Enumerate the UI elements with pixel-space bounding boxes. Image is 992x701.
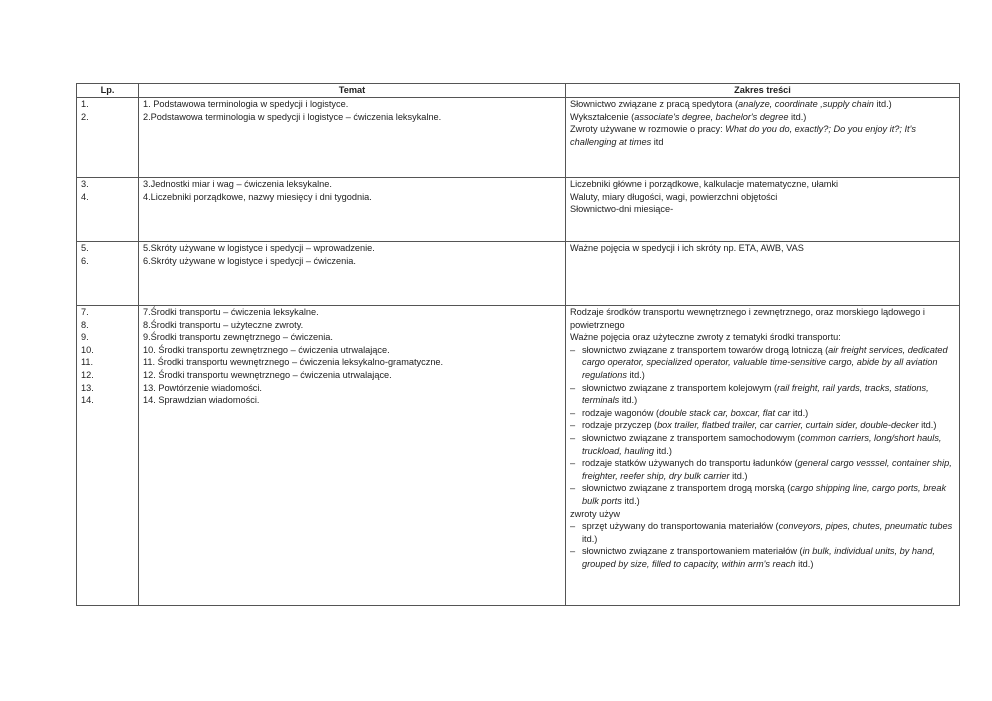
lp-number: 12. [81,369,94,380]
content-intro: Ważne pojęcia oraz użyteczne zwroty z tematyki środki transportu: [570,332,841,343]
zakres-cell [566,98,960,178]
table-row [77,306,960,606]
temat-cell [139,178,566,242]
zakres-cell [566,306,960,606]
topic-line: 11. Środki transportu wewnętrznego – ćwiczenia leksykalno-gramatyczne. [143,357,444,368]
lp-number: 1. [81,99,89,109]
lp-cell [77,242,139,306]
header-temat: Temat [139,84,566,98]
lp-number: 11. [81,357,94,368]
header-lp: Lp. [77,84,139,98]
content-line: Liczebniki główne i porządkowe, kalkulacje matematyczne, ułamki [570,179,839,189]
lp-number: 13. [81,382,94,393]
lp-number: 3. [81,179,89,189]
content-line: Zwroty używane w rozmowie o pracy: What do you do, exactly?; Do you enjoy it?; It's challenging at times itd [570,124,916,147]
vocabulary-list [570,520,955,570]
table-row [77,242,960,306]
vocabulary-list [570,344,955,508]
lp-number: 10. [81,344,94,355]
header-zakres: Zakres treści [566,84,960,98]
lp-number: 6. [81,255,89,266]
zakres-cell [566,178,960,242]
content-line: Waluty, miary długości, wagi, powierzchni objętości [570,191,778,202]
content-line: Słownictwo-dni miesiące- [570,204,674,215]
topic-line: 12. Środki transportu wewnętrznego – ćwiczenia utrwalające. [143,369,392,380]
topic-line: 2.Podstawowa terminologia w spedycji i logistyce – ćwiczenia leksykalne. [143,111,442,122]
list-item: – słownictwo związane z transportowaniem materiałów (in bulk, individual units, by hand, grouped by size, filled to capacity, within arm's reach itd.) [570,545,955,570]
table-row [77,178,960,242]
list-item: – słownictwo związane z transportem kolejowym (rail freight, rail yards, tracks, stations, terminals itd.) [570,382,955,407]
lp-number: 14. [81,395,94,406]
topic-line: 4.Liczebniki porządkowe, nazwy miesięcy i dni tygodnia. [143,191,372,202]
lp-cell [77,178,139,242]
list-item: – rodzaje statków używanych do transportu ładunków (general cargo vesssel, container ship, freighter, reefer ship, dry bulk carrier itd.) [570,457,955,482]
lp-number: 2. [81,111,89,122]
topic-line: 6.Skróty używane w logistyce i spedycji – ćwiczenia. [143,255,356,266]
topic-line: 14. Sprawdzian wiadomości. [143,395,260,406]
list-item: – sprzęt używany do transportowania materiałów (conveyors, pipes, chutes, pneumatic tubes itd.) [570,520,955,545]
list-item: – słownictwo związane z transportem samochodowym (common carriers, long/short hauls, truckload, hauling itd.) [570,432,955,457]
topic-line: 3.Jednostki miar i wag – ćwiczenia leksykalne. [143,179,332,189]
lp-number: 5. [81,243,89,253]
curriculum-table [76,83,960,606]
list-item: – słownictwo związane z transportem drogą morską (cargo shipping line, cargo ports, break bulk ports itd.) [570,482,955,507]
content-line: Wykształcenie (associate's degree, bachelor's degree itd.) [570,111,807,122]
content-line: Ważne pojęcia w spedycji i ich skróty np. ETA, AWB, VAS [570,243,804,253]
topic-line: 10. Środki transportu zewnętrznego – ćwiczenia utrwalające. [143,344,390,355]
topic-line: 13. Powtórzenie wiadomości. [143,382,262,393]
lp-number: 7. [81,307,89,317]
topic-line: 8.Środki transportu – użyteczne zwroty. [143,319,304,330]
temat-cell [139,306,566,606]
zakres-cell [566,242,960,306]
lp-number: 8. [81,319,89,330]
lp-number: 4. [81,191,89,202]
list-item: – rodzaje przyczep (box trailer, flatbed trailer, car carrier, curtain sider, double-decker itd.) [570,419,955,432]
content-intro: Rodzaje środków transportu wewnętrznego i zewnętrznego, oraz morskiego lądowego i powietrznego [570,307,925,330]
table-header-row [77,84,960,98]
list-item: – rodzaje wagonów (double stack car, boxcar, flat car itd.) [570,407,955,420]
table-row [77,98,960,178]
lp-cell [77,98,139,178]
temat-cell [139,98,566,178]
lp-cell [77,306,139,606]
temat-cell [139,242,566,306]
list-item: – słownictwo związane z transportem towarów drogą lotniczą (air freight services, dedicated cargo operator, specialized operator, valuable time-sensitive cargo, abide by all aviation regulations itd.) [570,344,955,382]
lp-number: 9. [81,332,89,343]
topic-line: 7.Środki transportu – ćwiczenia leksykalne. [143,307,319,317]
topic-line: 5.Skróty używane w logistyce i spedycji – wprowadzenie. [143,243,375,253]
content-line: Słownictwo związane z pracą spedytora (analyze, coordinate ,supply chain itd.) [570,99,892,109]
topic-line: 1. Podstawowa terminologia w spedycji i logistyce. [143,99,349,109]
content-subheading: zwroty używ [570,508,621,519]
topic-line: 9.Środki transportu zewnętrznego – ćwiczenia. [143,332,333,343]
